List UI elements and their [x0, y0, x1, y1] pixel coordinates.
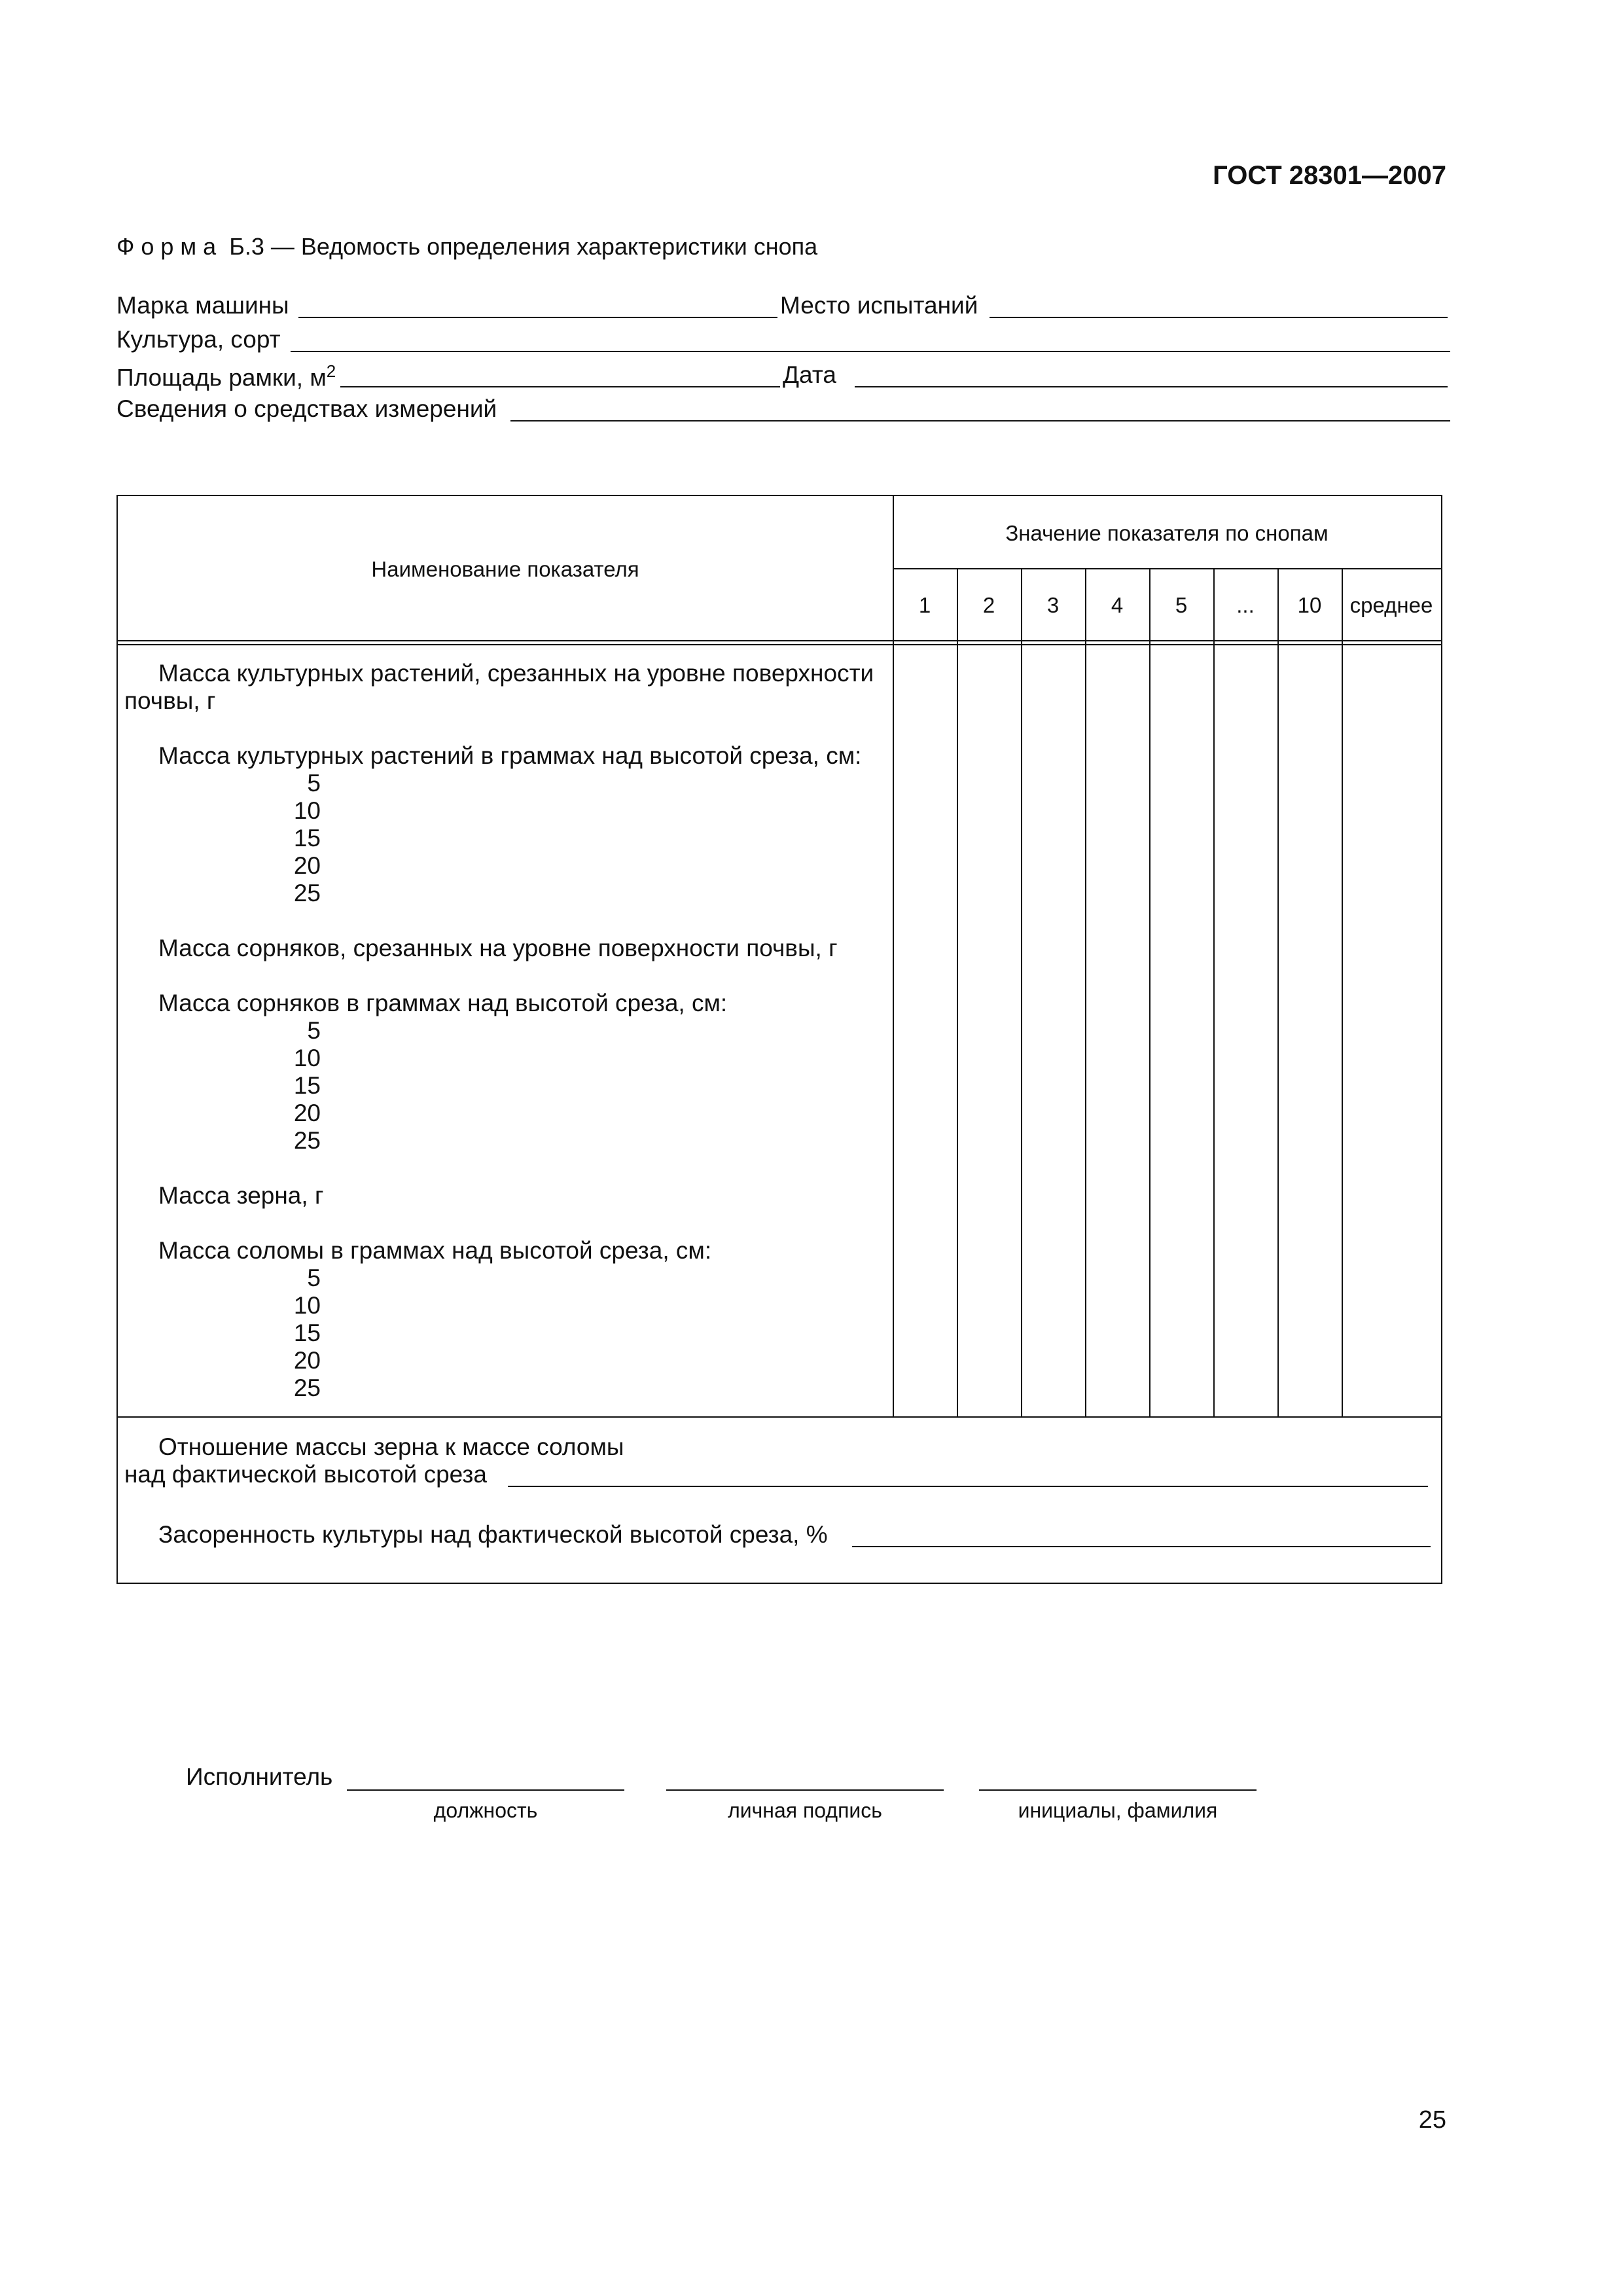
weed-mass-surface-row: Масса сорняков, срезанных на уровне поверхности почвы, г	[158, 935, 838, 961]
height-value: 10	[293, 1045, 321, 1071]
grain-mass-row: Масса зерна, г	[158, 1182, 324, 1209]
contamination-label: Засоренность культуры над фактической высотой среза, %	[158, 1521, 828, 1548]
header-bottom-line-2	[118, 644, 1441, 645]
ratio-label: Отношение массы зерна к массе соломы	[158, 1433, 624, 1460]
column-header: 10	[1297, 593, 1322, 617]
column-header: 2	[982, 593, 995, 617]
column-header: 5	[1175, 593, 1188, 617]
height-value: 20	[293, 1347, 321, 1374]
frame-area-label	[116, 361, 336, 391]
standard-number: ГОСТ 28301—2007	[1213, 161, 1446, 190]
crop-mass-surface-row: Масса культурных растений, срезанных на уровне поверхности	[158, 660, 874, 687]
body-bottom-line	[118, 1416, 1441, 1418]
height-value: 5	[307, 770, 321, 797]
column-header: 3	[1046, 593, 1060, 617]
form-title	[116, 233, 817, 260]
test-place-field[interactable]	[990, 317, 1448, 318]
col-divider	[1213, 568, 1215, 1416]
crop-variety-field[interactable]	[291, 351, 1450, 352]
height-value: 15	[293, 1319, 321, 1346]
date-field[interactable]	[855, 386, 1448, 387]
position-caption: должность	[433, 1799, 538, 1822]
indicator-header: Наименование показателя	[371, 557, 639, 581]
signature-field[interactable]	[666, 1789, 944, 1791]
initials-field[interactable]	[979, 1789, 1257, 1791]
height-value: 25	[293, 880, 321, 906]
col-divider	[1277, 568, 1279, 1416]
height-value: 25	[293, 1374, 321, 1401]
height-value: 20	[293, 852, 321, 879]
page-number: 25	[1418, 2106, 1446, 2134]
form-title-lead: Форма	[116, 233, 223, 260]
performer-label: Исполнитель	[186, 1763, 333, 1790]
height-value: 10	[293, 797, 321, 824]
height-value: 20	[293, 1100, 321, 1126]
col-divider	[1085, 568, 1086, 1416]
column-header-average: среднее	[1349, 593, 1433, 617]
ratio-field[interactable]	[508, 1486, 1428, 1487]
height-value: 5	[307, 1265, 321, 1291]
initials-caption: инициалы, фамилия	[1018, 1799, 1218, 1822]
col-divider	[957, 568, 958, 1416]
weed-mass-heights-row: Масса сорняков в граммах над высотой среза, см:	[158, 990, 728, 1016]
height-value: 5	[307, 1017, 321, 1044]
frame-area-sup: 2	[326, 361, 336, 381]
header-divider	[893, 568, 1441, 569]
measurement-info-label: Сведения о средствах измерений	[116, 395, 497, 422]
characteristics-table	[116, 495, 1442, 1584]
col-divider	[1149, 568, 1150, 1416]
frame-area-field[interactable]	[340, 386, 780, 387]
col-divider-indicator	[893, 496, 894, 1416]
contamination-field[interactable]	[852, 1546, 1431, 1547]
header-bottom-line	[118, 640, 1441, 641]
machine-brand-label: Марка машины	[116, 292, 289, 319]
values-header: Значение показателя по снопам	[1005, 521, 1329, 545]
column-header: ...	[1236, 593, 1255, 617]
col-divider	[1021, 568, 1022, 1416]
column-header: 4	[1111, 593, 1124, 617]
frame-area-text: Площадь рамки, м	[116, 364, 327, 391]
height-value: 15	[293, 1072, 321, 1099]
measurement-info-field[interactable]	[510, 420, 1450, 422]
straw-mass-heights-row: Масса соломы в граммах над высотой среза, см:	[158, 1237, 712, 1264]
machine-brand-field[interactable]	[298, 317, 777, 318]
position-field[interactable]	[347, 1789, 624, 1791]
crop-variety-label: Культура, сорт	[116, 326, 281, 353]
height-value: 15	[293, 825, 321, 852]
height-value: 10	[293, 1292, 321, 1319]
col-divider	[1342, 568, 1343, 1416]
height-value: 25	[293, 1127, 321, 1154]
ratio-label-cont: над фактической высотой среза	[124, 1461, 487, 1488]
signature-caption: личная подпись	[728, 1799, 882, 1822]
crop-mass-heights-row: Масса культурных растений в граммах над высотой среза, см:	[158, 742, 862, 769]
form-title-text: Б.3 — Ведомость определения характеристики снопа	[229, 233, 818, 260]
test-place-label: Место испытаний	[780, 292, 978, 319]
date-label: Дата	[783, 361, 836, 388]
crop-mass-surface-row-cont: почвы, г	[124, 687, 216, 714]
column-header: 1	[918, 593, 931, 617]
